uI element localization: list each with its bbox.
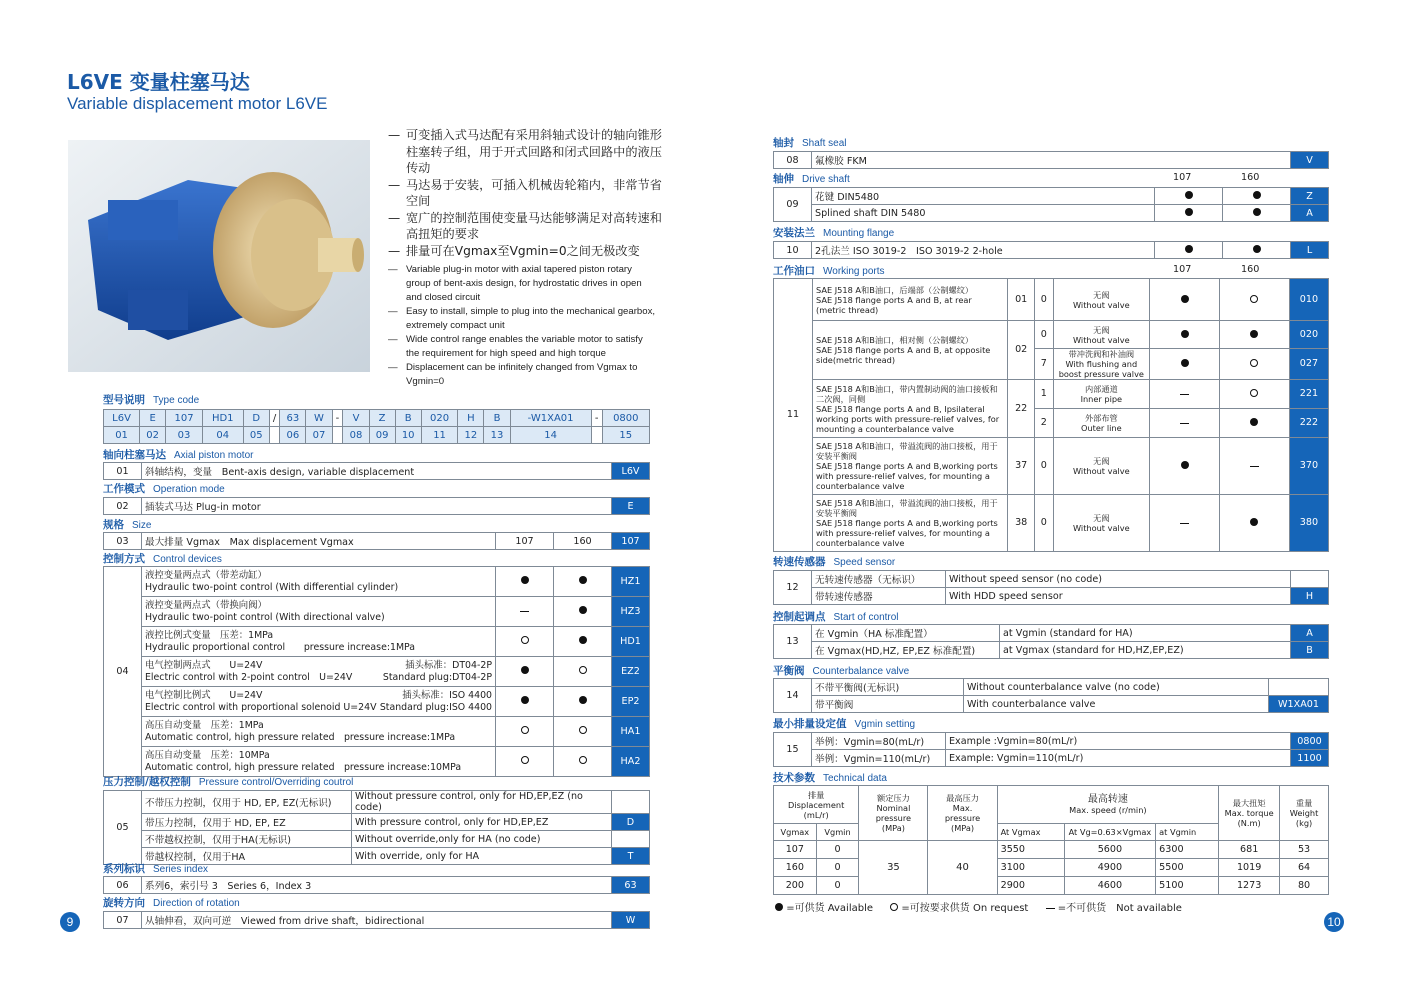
- not-available-dash: [1180, 523, 1189, 524]
- on-request-circle: [579, 666, 587, 674]
- on-request-circle: [890, 903, 898, 911]
- port-code: 027: [1289, 349, 1328, 380]
- not-available-dash: [520, 611, 529, 612]
- vgmin-table: 15 举例：Vgmin=80(mL/r) Example :Vgmin=80(mL/r) 0800 举例：Vgmin=110(mL/r) Example: Vgmin=110(mL/r) 1100: [773, 732, 1329, 767]
- control-row: 液控变量两点式（带换向阀） Hydraulic two-point control (With directional valve): [142, 597, 496, 627]
- tech-title: 技术参数 Technical data: [773, 772, 887, 784]
- vgmin-title: 最小排量设定值 Vgmin setting: [773, 718, 916, 730]
- port-code: 370: [1289, 438, 1328, 495]
- not-available-dash: [1180, 423, 1189, 424]
- legend: =可供货 Available =可按要求供货 On request =不可供货 Not available: [775, 899, 1182, 914]
- shaft-title: 轴伸 Drive shaft 107 160: [773, 172, 1260, 185]
- control-code: HA1: [612, 717, 650, 747]
- control-code: HZ3: [612, 597, 650, 627]
- ports-table: 11 SAE J518 A和B油口，后端部（公制螺纹） SAE J518 flange ports A and B, at rear (metric thread) 01 0 无阀 Without valve 010 SAE J518 A和B油口，相对侧（公制螺纹） SAE J518 flange ports A and B, at opposite side(metric thread) 02 0 无阀 Without valve 020 7 带冲洗阀和补油阀 With flushing and boost pressure valve 027 SAE J518 A和B油口，带内置制动阀的油口接板和二次阀，同侧 SAE J518 flange ports A and B, Ipsilateral working ports with pressure-relief valves, for mounting a counterbalance valve 22 1 内部通道 Inner pipe 221 2 外部布管 Outer line 222 SAE J518 A和B油口，带溢流阀的油口接板，用于安装平衡阀 SAE J518 flange ports A and B,working ports with pressure-relief valves, for mounting a counterbalance valve 37 0 无阀 Without valve 370 SAE J518 A和B油口，带溢流阀的油口接板，用于安装平衡阀 SAE J518 flange ports A and B,working ports with pressure-relief valves, for mounting a counterbalance valve 38 0 无阀 Without valve 380: [773, 278, 1329, 552]
- page-number-right: 10: [1324, 912, 1344, 932]
- flange-table: 10 2孔法兰 ISO 3019-2 ISO 3019-2 2-hole L: [773, 241, 1329, 259]
- available-dot: [579, 636, 587, 644]
- control-row: 高压自动变量 压差：10MPa Automatic control, high pressure related pressure increase:10MPa: [142, 747, 496, 777]
- control-row: 液控变量两点式（带差动缸） Hydraulic two-point control (With differential cylinder): [142, 567, 496, 597]
- type-code-number: [332, 427, 343, 444]
- type-code-number: 08: [343, 427, 369, 444]
- features-en: — Variable plug-in motor with axial tapered piston rotary group of bent-axis design, for hydrostatic drives in open and closed circuit — Easy to install, simple to plug into the mechanical gearbox, extremely compact unit — Wide control range enables the variable motor to satisfy the requirement for high speed and high torque — Displacement can be infinitely changed from Vgmax to Vgmin=0: [388, 264, 656, 387]
- on-request-circle: [579, 756, 587, 764]
- speed-table: 12 无转速传感器（无标识） Without speed sensor (no code) 带转速传感器 With HDD speed sensor H: [773, 570, 1329, 605]
- control-row: 液控比例式变量 压差：1MPa Hydraulic proportional control pressure increase:1MPa: [142, 627, 496, 657]
- available-dot: [1250, 518, 1258, 526]
- available-dot: [1181, 295, 1189, 303]
- available-dot: [1250, 330, 1258, 338]
- type-code-cell: B: [484, 410, 510, 427]
- type-code-number: [269, 427, 280, 444]
- pressure-title: 压力控制/越权控制 Pressure control/Overriding coutrol: [103, 776, 354, 788]
- available-dot: [1181, 461, 1189, 469]
- available-dot: [521, 576, 529, 584]
- type-code-number: 06: [280, 427, 306, 444]
- type-code-cell: /: [269, 410, 280, 427]
- axial-title: 轴向柱塞马达 Axial piston motor: [103, 449, 254, 461]
- tech-table: 排量 Displacement (mL/r) 额定压力 Nominal pressure (MPa) 最高压力 Max. pressure (MPa) 最高转速 Max. speed (r/min) 最大扭矩 Max. torque (N.m) 重量 Weight (kg) Vgmax Vgmin At Vgmax At Vg=0.63×Vgmax at Vgmin 107 0 35 40 3550 5600 6300 681 53 160 0 3100 4900 5500 1019 64 200 0 2900 4600 5100 1273 80: [773, 785, 1329, 895]
- start-title: 控制起调点 Start of control: [773, 611, 899, 623]
- type-code-number: 15: [602, 427, 649, 444]
- type-code-cell: 63: [280, 410, 306, 427]
- on-request-circle: [1250, 389, 1258, 397]
- flange-title: 安装法兰 Mounting flange: [773, 227, 895, 239]
- tech-row: 160 0 3100 4900 5500 1019 64: [774, 859, 1329, 877]
- type-code-cell: D: [243, 410, 269, 427]
- port-code: 221: [1289, 380, 1328, 409]
- type-code-number: 07: [306, 427, 332, 444]
- speed-title: 转速传感器 Speed sensor: [773, 556, 896, 568]
- type-code-cell: Z: [369, 410, 395, 427]
- type-code-number: 11: [421, 427, 458, 444]
- available-dot: [521, 696, 529, 704]
- type-code-number: 04: [202, 427, 243, 444]
- port-code: 010: [1289, 279, 1328, 321]
- features-cn: — 可变插入式马达配有采用斜轴式设计的轴向锥形柱塞转子组，用于开式回路和闭式回路中的液压传动 — 马达易于安装，可插入机械齿轮箱内，非常节省空间 — 宽广的控制范围使变量马达能够满足对高转速和高扭矩的要求 — 排量可在Vgmax至Vgmin=0之间无极改变: [388, 128, 662, 258]
- axial-table: 01 斜轴结构，变量 Bent-axis design, variable displacement L6V: [103, 462, 650, 480]
- type-code-cell: W: [306, 410, 332, 427]
- available-dot: [1181, 330, 1189, 338]
- control-row: 高压自动变量 压差：1MPa Automatic control, high pressure related pressure increase:1MPa: [142, 717, 496, 747]
- type-code-cell: 107: [166, 410, 203, 427]
- control-table: 04 液控变量两点式（带差动缸） Hydraulic two-point control (With differential cylinder) HZ1 液控变量两点式（带换向阀） Hydraulic two-point control (With directional valve) HZ3 液控比例式变量 压差：1MPa Hydraulic proportional control pressure increase:1MPa HD1 电气控制两点式 U=24V 插头标准：DT04-2P Electric control with 2-point control U=24V Standard plug:DT04-2P EZ2 电气控制比例式 U=24V 插头标准：ISO 4400 Electric control with proportional solenoid U=24V Standard plug:ISO 4400 EP2 高压自动变量 压差：1MPa Automatic control, high pressure related pressure increase:1MPa HA1 高压自动变量 压差：10MPa Automatic control, high pressure related pressure increase:10MPa HA2: [103, 566, 650, 777]
- port-code: 020: [1289, 321, 1328, 349]
- type-code-cell: 0800: [602, 410, 649, 427]
- control-code: HD1: [612, 627, 650, 657]
- page-number-left: 9: [60, 912, 80, 932]
- type-code-number: 12: [458, 427, 484, 444]
- type-code-number: 03: [166, 427, 203, 444]
- type-code-cell: H: [458, 410, 484, 427]
- available-dot: [579, 696, 587, 704]
- type-code-cell: -: [332, 410, 343, 427]
- control-code: HA2: [612, 747, 650, 777]
- page-title-cn: L6VE 变量柱塞马达: [67, 70, 250, 94]
- page-title-en: Variable displacement motor L6VE: [67, 94, 328, 113]
- port-code: 380: [1289, 495, 1328, 552]
- on-request-circle: [521, 756, 529, 764]
- type-code-number: 01: [104, 427, 140, 444]
- start-table: 13 在 Vgmin（HA 标准配置） at Vgmin (standard for HA) A 在 Vgmax(HD,HZ, EP,EZ 标准配置) at Vgmax (standard for HD,HZ,EP,EZ) B: [773, 624, 1329, 659]
- control-title: 控制方式 Control devices: [103, 553, 222, 565]
- motor-photo: [68, 140, 370, 372]
- size-table: 03 最大排量 Vgmax Max displacement Vgmax 107 160 107: [103, 532, 650, 550]
- type-code-cell: E: [140, 410, 166, 427]
- cbv-table: 14 不带平衡阀(无标识) Without counterbalance valve (no code) 带平衡阀 With counterbalance valve W1XA01: [773, 678, 1329, 713]
- ports-title: 工作油口 Working ports 107 160: [773, 264, 1260, 277]
- size-title: 规格 Size: [103, 519, 152, 531]
- type-code-number: 09: [369, 427, 395, 444]
- cbv-title: 平衡阀 Counterbalance valve: [773, 665, 910, 677]
- type-code-cell: 020: [421, 410, 458, 427]
- rotation-table: 07 从轴伸看，双向可逆 Viewed from drive shaft，bidirectional W: [103, 911, 650, 929]
- tech-row: 200 0 2900 4600 5100 1273 80: [774, 877, 1329, 895]
- control-code: HZ1: [612, 567, 650, 597]
- on-request-circle: [521, 726, 529, 734]
- available-dot: [775, 903, 783, 911]
- pressure-table: 05 不带压力控制，仅用于 HD, EP, EZ(无标识) Without pressure control, only for HD,EP,EZ (no code) 带压力控制，仅用于 HD, EP, EZ With pressure control, only for HD,EP,EZ D 不带越权控制，仅用于HA(无标识) Without override,only for HA (no code) 带越权控制，仅用于HA With override, only for HA T: [103, 790, 650, 865]
- rotation-title: 旋转方向 Direction of rotation: [103, 897, 240, 909]
- seal-title: 轴封 Shaft seal: [773, 137, 847, 149]
- port-code: 222: [1289, 409, 1328, 438]
- type-code-number: 13: [484, 427, 510, 444]
- control-row: 电气控制比例式 U=24V 插头标准：ISO 4400 Electric control with proportional solenoid U=24V Standard plug:ISO 4400: [142, 687, 496, 717]
- seal-table: 08 氟橡胶 FKM V: [773, 151, 1329, 169]
- available-dot: [1250, 418, 1258, 426]
- type-code-cell: HD1: [202, 410, 243, 427]
- type-code-cell: -: [591, 410, 602, 427]
- type-code-cell: -W1XA01: [510, 410, 591, 427]
- type-code-number: 10: [395, 427, 421, 444]
- type-code-table: [103, 409, 650, 444]
- type-code-number: 05: [243, 427, 269, 444]
- series-table: 06 系列6，索引号 3 Series 6，Index 3 63: [103, 876, 650, 894]
- mode-table: 02 插装式马达 Plug-in motor E: [103, 497, 650, 515]
- available-dot: [1181, 359, 1189, 367]
- control-code: EZ2: [612, 657, 650, 687]
- available-dot: [579, 606, 587, 614]
- series-title: 系列标识 Series index: [103, 863, 209, 875]
- type-code-cell: B: [395, 410, 421, 427]
- type-code-cell: V: [343, 410, 369, 427]
- tech-row: 107 0 35 40 3550 5600 6300 681 53: [774, 841, 1329, 859]
- not-available-dash: [1250, 466, 1259, 467]
- on-request-circle: [1250, 295, 1258, 303]
- available-dot: [521, 666, 529, 674]
- mode-title: 工作模式 Operation mode: [103, 483, 225, 495]
- on-request-circle: [579, 726, 587, 734]
- not-available-dash: [1046, 908, 1055, 909]
- type-code-number: 14: [510, 427, 591, 444]
- type-code-cell: L6V: [104, 410, 140, 427]
- shaft-table: 09 花键 DIN5480 Z Splined shaft DIN 5480 A: [773, 187, 1329, 222]
- type-code-number: [591, 427, 602, 444]
- control-code: EP2: [612, 687, 650, 717]
- type-code-number: 02: [140, 427, 166, 444]
- not-available-dash: [1180, 394, 1189, 395]
- available-dot: [579, 576, 587, 584]
- on-request-circle: [1250, 359, 1258, 367]
- on-request-circle: [521, 636, 529, 644]
- control-row: 电气控制两点式 U=24V 插头标准：DT04-2P Electric control with 2-point control U=24V Standard plug:DT04-2P: [142, 657, 496, 687]
- type-code-title: 型号说明 Type code: [103, 394, 200, 406]
